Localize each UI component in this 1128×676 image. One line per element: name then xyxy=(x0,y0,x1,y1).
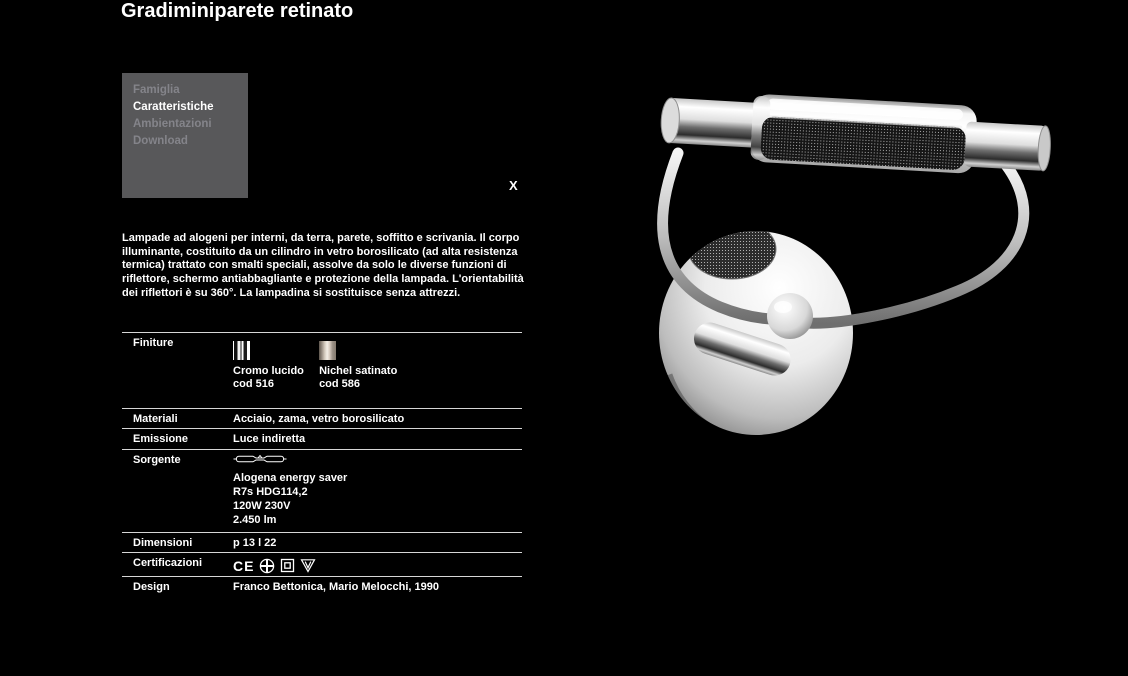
finish-option-cromo xyxy=(233,333,316,391)
spec-row-finiture xyxy=(122,332,522,408)
spec-value: Franco Bettonica, Mario Melocchi, 1990 xyxy=(233,581,440,593)
chrome-wall-lamp-photo xyxy=(640,75,1060,455)
spec-row-design xyxy=(122,576,522,600)
lamp-type: Alogena energy saver xyxy=(233,472,348,484)
sidebar-item-caratteristiche[interactable]: Caratteristiche xyxy=(133,101,214,113)
nichel-satinato-swatch[interactable] xyxy=(319,341,336,360)
spec-label: Materiali xyxy=(133,413,178,425)
spec-value: p 13 l 22 xyxy=(233,537,277,549)
finish-option-nichel xyxy=(319,333,402,391)
finish-name: Cromo lucido xyxy=(233,365,304,377)
spec-row-dimensioni xyxy=(122,532,522,552)
sidebar-item-download[interactable]: Download xyxy=(133,135,188,147)
ce-mark-icon: CE xyxy=(233,557,255,574)
spec-label: Design xyxy=(133,581,170,593)
spec-label: Sorgente xyxy=(133,454,181,466)
finish-code: cod 586 xyxy=(319,378,361,390)
right-end-cap xyxy=(964,121,1046,170)
linear-halogen-lamp-icon xyxy=(233,453,287,465)
cromo-lucido-swatch[interactable] xyxy=(233,341,250,360)
spec-row-materiali xyxy=(122,408,522,428)
spec-label: Finiture xyxy=(133,337,174,349)
product-description: Lampade ad alogeni per interni, da terra, parete, soffitto e scrivania. Il corpo illuminante, costituito da un cilindro in vetro borosilicato (ad alta resistenza termica) trattato con smalti speciali, assolve da solo le diverse funzioni di riflettore, schermo antiabbagliante e protezione della lampada. L'orientabilità dei riflettori è su 360°. La lampadina si sostituisce senza attrezzi. xyxy=(122,232,524,299)
sidebar-item-ambientazioni[interactable]: Ambientazioni xyxy=(133,118,212,130)
class-ii-double-insulation-icon xyxy=(280,558,295,573)
spec-row-certificazioni xyxy=(122,552,522,576)
lamp-lumen: 2.450 lm xyxy=(233,514,277,526)
spec-label: Emissione xyxy=(133,433,189,445)
imq-mark-icon xyxy=(259,558,275,574)
spec-table xyxy=(122,332,522,600)
sidebar-item-famiglia[interactable]: Famiglia xyxy=(133,84,180,96)
hub-knob xyxy=(767,293,813,339)
page-title: Gradiminiparete retinato xyxy=(121,0,354,22)
section-menu xyxy=(122,73,248,198)
close-button[interactable]: X xyxy=(509,178,518,193)
spec-row-sorgente xyxy=(122,449,522,532)
spec-label: Certificazioni xyxy=(133,557,203,569)
lamp-power: 120W 230V xyxy=(233,500,291,512)
lamp-socket: R7s HDG114,2 xyxy=(233,486,308,498)
spec-label: Dimensioni xyxy=(133,537,193,549)
spec-row-emissione xyxy=(122,428,522,449)
spec-value: Luce indiretta xyxy=(233,433,306,445)
finish-code: cod 516 xyxy=(233,378,274,390)
triangle-v-mark-icon xyxy=(300,558,316,573)
finish-name: Nichel satinato xyxy=(319,365,398,377)
spec-value: Acciaio, zama, vetro borosilicato xyxy=(233,413,405,425)
